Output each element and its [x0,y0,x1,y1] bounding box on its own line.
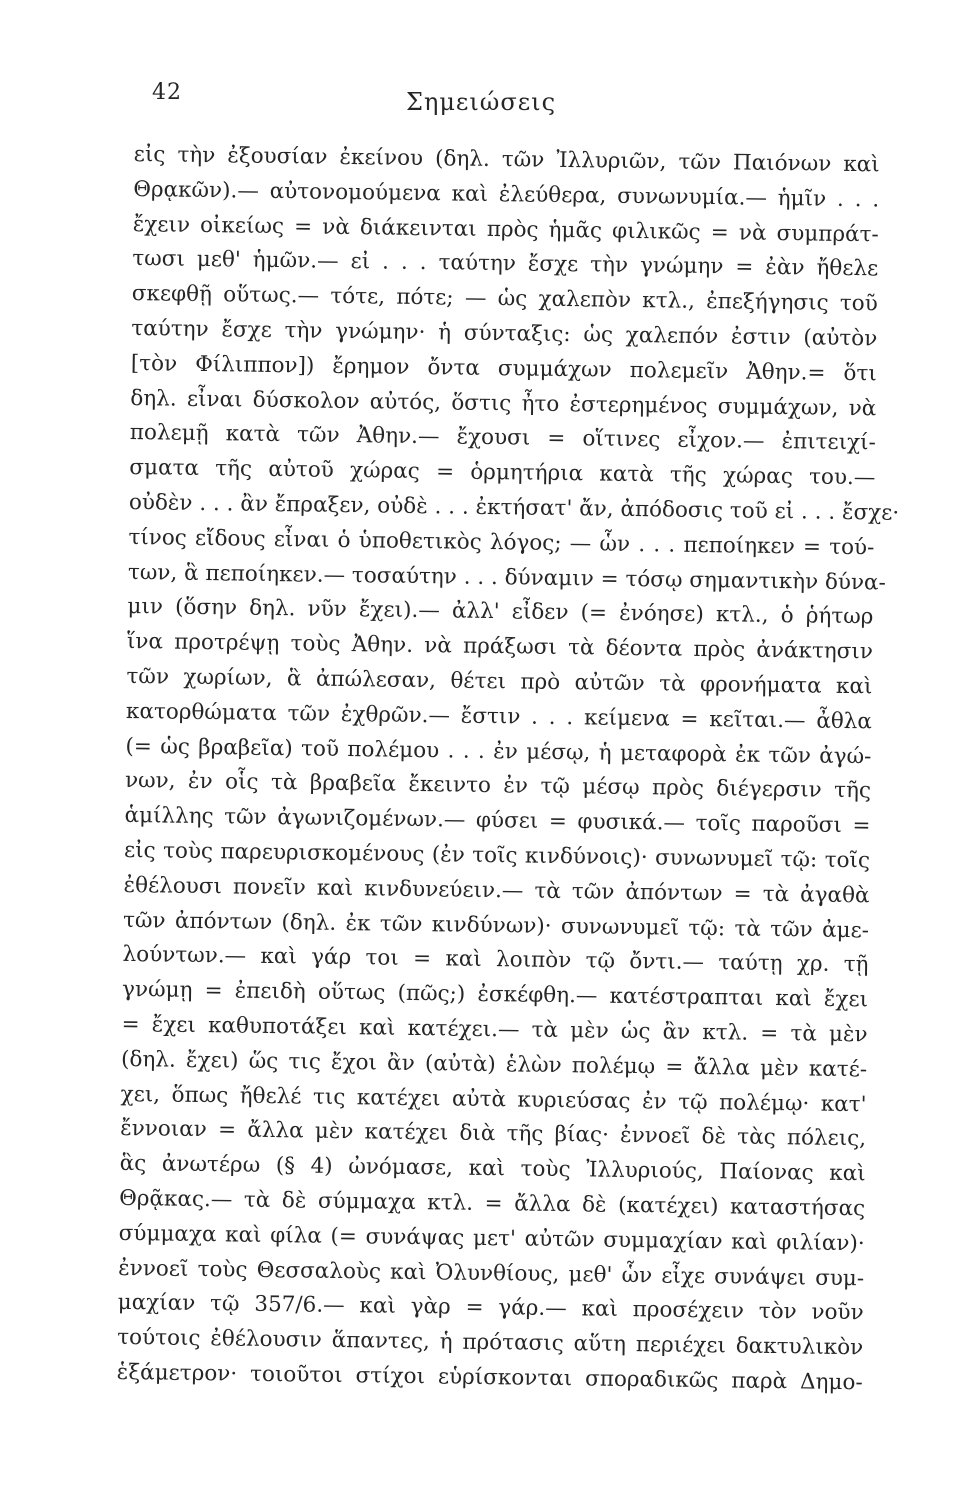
text-line: ἵνα προτρέψῃ τοὺς Ἀθην. νὰ πράξωσι τὰ δέοντα πρὸς ἀνάκτησιν [126,629,874,665]
text-line: ἐννοεῖ τοὺς Θεσσαλοὺς καὶ Ὀλυνθίους, μεθ' ὧν εἶχε συνάψει συμ- [118,1255,865,1291]
text-line: σματα τῆς αὐτοῦ χώρας = ὁρμητήρια κατὰ τῆς χώρας του.— [129,455,876,491]
text-line: τωσι μεθ' ἡμῶν.— εἰ . . . ταύτην ἔσχε τὴν γνώμην = ἐὰν ἤθελε [132,246,879,282]
text-line: ταύτην ἔσχε τὴν γνώμην· ἡ σύνταξις: ὡς χαλεπόν ἐστιν (αὐτὸν [131,315,878,352]
text-line: ἐθέλουσι πονεῖν καὶ κινδυνεύειν.— τὰ τῶν ἀπόντων = τὰ ἀγαθὰ [123,872,870,909]
page-number: 42 [152,80,182,105]
text-line: γνώμῃ = ἐπειδὴ οὕτως (πῶς;) ἐσκέφθη.— κατέστραπται καὶ ἔχει [121,977,869,1013]
text-line: ἁμίλλης τῶν ἀγωνιζομένων.— φύσει = φυσικά.— τοῖς παροῦσι = [124,803,871,839]
text-line: Θρᾳκῶν).— αὐτονομούμενα καὶ ἐλεύθερα, συνωνυμία.— ἡμῖν . . . [133,176,880,213]
text-line: ἑξάμετρον· τοιοῦτοι στίχοι εὑρίσκονται σποραδικῶς παρὰ Δημο- [116,1359,863,1396]
text-line: των, ἃ πεποίηκεν.— τοσαύτην . . . δύναμιν = τόσῳ σημαντικὴν δύνα- [127,559,886,596]
text-line: τῶν χωρίων, ἃ ἀπώλεσαν, θέτει πρὸ αὐτῶν τὰ φρονήματα καὶ [126,663,873,700]
text-line: μαχίαν τῷ 357/6.— καὶ γὰρ = γάρ.— καὶ προσέχειν τὸν νοῦν [117,1290,864,1326]
text-line: δηλ. εἶναι δύσκολον αὐτός, ὅστις ἦτο ἐστερημένος συμμάχων, νὰ [130,385,877,421]
running-head: Σημειώσεις [405,88,557,116]
text-line: κατορθώματα τῶν ἐχθρῶν.— ἔστιν . . . κείμενα = κεῖται.— ἆθλα [125,698,873,735]
text-line: [τὸν Φίλιππον]) ἔρημον ὄντα συμμάχων πολεμεῖν Ἀθην.= ὅτι [130,350,877,387]
text-line: ἔννοιαν = ἄλλα μὲν κατέχει διὰ τῆς βίας· ἐννοεῖ δὲ τὰς πόλεις, [119,1116,867,1152]
text-line: νων, ἐν οἷς τὰ βραβεῖα ἔκειντο ἐν τῷ μέσῳ πρὸς διέγερσιν τῆς [124,768,872,804]
text-line: Θρᾷκας.— τὰ δὲ σύμμαχα κτλ. = ἄλλα δὲ (κατέχει) καταστήσας [119,1185,866,1222]
text-line: = ἔχει καθυποτάξει καὶ κατέχει.— τὰ μὲν ὡς ἂν κτλ. = τὰ μὲν [121,1011,868,1048]
text-line: σύμμαχα καὶ φίλα (= συνάψας μετ' αὐτῶν συμμαχίαν καὶ φιλίαν)· [118,1220,865,1257]
notes-text-block [116,138,900,1401]
text-line: λούντων.— καὶ γάρ τοι = καὶ λοιπὸν τῷ ὄντι.— ταύτῃ χρ. τῇ [122,942,869,978]
text-line: εἰς τὴν ἐξουσίαν ἐκείνου (δηλ. τῶν Ἰλλυριῶν, τῶν Παιόνων καὶ [133,141,880,178]
text-line: μιν (ὅσην δηλ. νῦν ἔχει).— ἀλλ' εἶδεν (= ἐνόησε) κτλ., ὁ ῥήτωρ [127,594,874,630]
text-line: εἰς τοὺς παρευρισκομένους (ἐν τοῖς κινδύνοις)· συνωνυμεῖ τῷ: τοῖς [123,837,871,874]
text-line: ἃς ἀνωτέρω (§ 4) ὠνόμασε, καὶ τοὺς Ἰλλυριούς, Παίονας καὶ [119,1151,866,1187]
text-line: ἔχειν οἰκείως = νὰ διάκεινται πρὸς ἡμᾶς φιλικῶς = νὰ συμπράτ- [132,211,879,247]
text-line: σκεφθῇ οὕτως.— τότε, πότε; — ὡς χαλεπὸν κτλ., ἐπεξήγησις τοῦ [131,281,878,317]
text-line: χει, ὅπως ἤθελέ τις κατέχει αὐτὰ κυριεύσας ἐν τῷ πολέμῳ· κατ' [120,1081,867,1117]
text-line: τούτοις ἐθέλουσιν ἅπαντες, ἡ πρότασις αὕτη περιέχει δακτυλικὸν [117,1324,864,1361]
text-line: τίνος εἴδους εἶναι ὁ ὑποθετικὸς λόγος; — ὧν . . . πεποίηκεν = τού- [128,524,875,561]
text-line: (δηλ. ἔχει) ὥς τις ἔχοι ἂν (αὐτὰ) ἑλὼν πολέμῳ = ἄλλα μὲν κατέ- [120,1046,868,1083]
text-line: τῶν ἀπόντων (δηλ. ἐκ τῶν κινδύνων)· συνωνυμεῖ τῷ: τὰ τῶν ἀμε- [122,907,870,943]
text-line: οὐδὲν . . . ἂν ἔπραξεν, οὐδὲ . . . ἐκτήσατ' ἄν, ἀπόδοσις τοῦ εἰ . . . ἔσχε· [128,489,900,526]
text-line: (= ὡς βραβεῖα) τοῦ πολέμου . . . ἐν μέσῳ, ἡ μεταφορὰ ἐκ τῶν ἀγώ- [125,733,872,769]
text-line: πολεμῇ κατὰ τῶν Ἀθην.— ἔχουσι = οἵτινες εἶχον.— ἐπιτειχί- [129,420,876,456]
